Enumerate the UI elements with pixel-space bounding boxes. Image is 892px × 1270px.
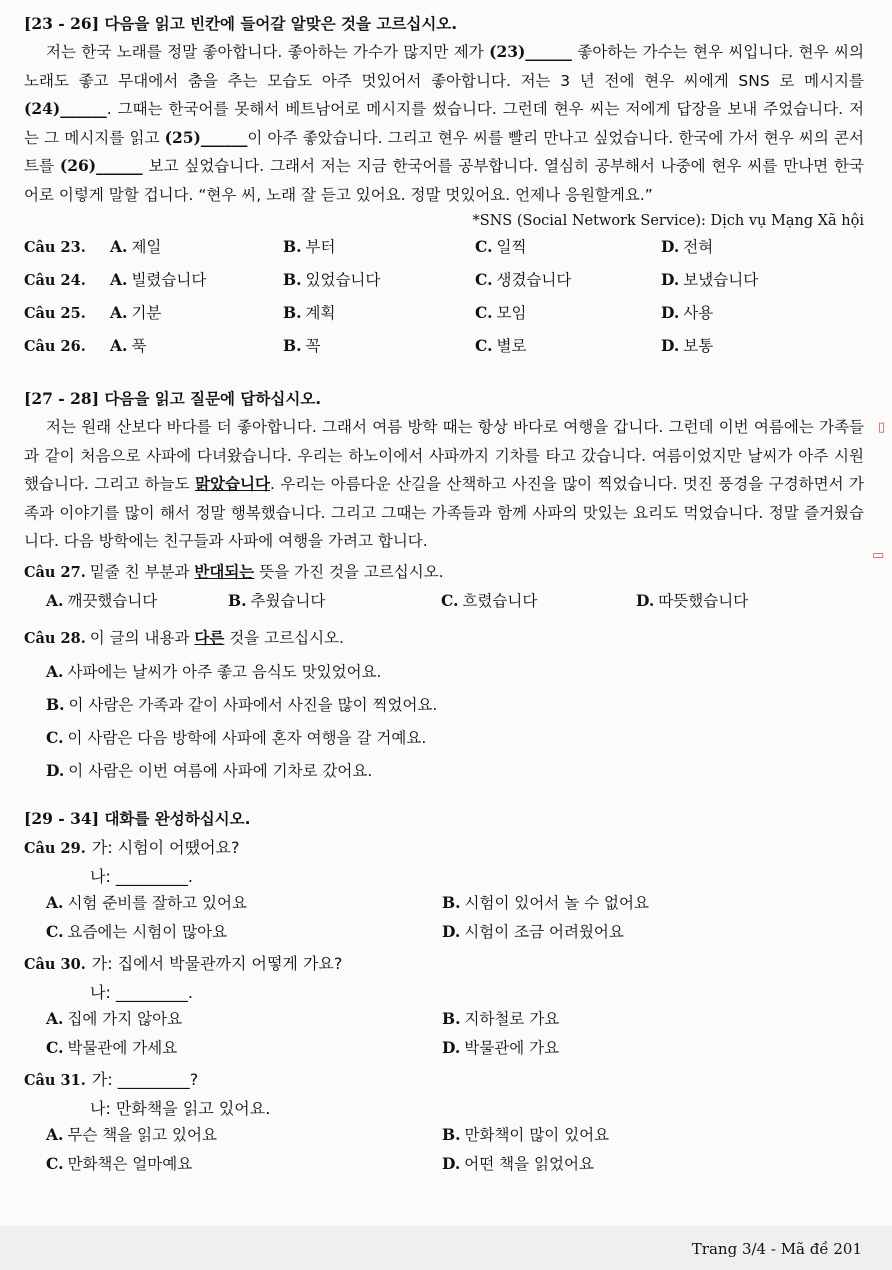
option-a[interactable]: A. 집에 가지 않아요: [46, 1008, 183, 1028]
option-b[interactable]: B. 추웠습니다: [228, 590, 326, 610]
passage-text: 저는 원래 산보다 바다를 더 좋아합니다. 그래서 여름 방학 때는 항상 바다로 여행을 갑니다. 그런데 이번 여름에는 가족들과 같이 처음으로 사파에 다녀왔습니다. 우리는 하노이에서 사파까지 기차를 타고 갔습니다. 여름이었지만 날씨가 아주 시원했습니다. 그리고 하늘도: [24, 418, 864, 493]
option-c[interactable]: C. 요즘에는 시험이 많아요: [46, 921, 228, 941]
blank-24: (24)______: [24, 99, 107, 118]
option-a[interactable]: A. 제일: [110, 237, 162, 256]
option-a[interactable]: A. 기분: [110, 303, 162, 322]
exam-page: [24, 12, 864, 1181]
option-d[interactable]: D. 어떤 책을 읽었어요: [442, 1153, 594, 1173]
passage-text: 좋아하는 가수는 현우 씨입니다. 현우 씨의 노래도 좋고 무대에서 춤을 추는 모습도 아주 멋있어서 좋아합니다. 저는 3 년 전에 현우 씨에게 SNS 로 메시지를: [24, 43, 864, 90]
option-b[interactable]: B. 계획: [283, 303, 336, 322]
question-31-line1: Câu 31. 가: _________?: [24, 1069, 199, 1089]
question-27-stem: Câu 27. 밑줄 친 부분과 반대되는 뜻을 가진 것을 고르십시오.: [24, 562, 444, 581]
option-c[interactable]: C. 일찍: [475, 237, 527, 256]
section-23-26-heading: [24, 12, 864, 34]
option-a[interactable]: A. 시험 준비를 잘하고 있어요: [46, 892, 247, 912]
question-28-stem: Câu 28. 이 글의 내용과 다른 것을 고르십시오.: [24, 628, 344, 647]
blank-26: (26)______: [59, 156, 143, 175]
option-c[interactable]: C. 모임: [475, 303, 527, 322]
passage-text: 보고 싶었습니다. 그래서 저는 지금 한국어를 공부합니다. 열심히 공부해서 나중에 현우 씨를 만나면 한국어로 이렇게 말할 겁니다. “현우 씨, 노래 잘 듣고 있어요. 정말 멋있어요. 언제나 응원할게요.”: [24, 157, 865, 204]
option-a[interactable]: A. 빌렸습니다: [110, 270, 207, 289]
option-d[interactable]: D. 보통: [661, 336, 714, 355]
question-29-options-row2: [24, 920, 864, 949]
question-label: Câu 25.: [24, 305, 86, 322]
section-instruction: 대화를 완성하십시오.: [104, 809, 251, 828]
page-number: Trang 3/4 - Mã đề 201: [691, 1240, 862, 1258]
margin-annotation-mark: ▯: [878, 420, 886, 435]
option-a[interactable]: A. 깨끗했습니다: [46, 590, 158, 610]
option-b[interactable]: B. 이 사람은 가족과 같이 사파에서 사진을 많이 찍었어요.: [46, 694, 438, 714]
question-30-line1: Câu 30. 가: 집에서 박물관까지 어떻게 가요?: [24, 953, 343, 973]
question-31-line2: 나: 만화책을 읽고 있어요.: [90, 1098, 271, 1118]
section-tag: [23 - 26]: [24, 14, 100, 33]
option-c[interactable]: C. 흐렸습니다: [441, 590, 538, 610]
question-29-options-row1: [24, 891, 864, 920]
question-31-options-row2: [24, 1152, 864, 1181]
margin-annotation-mark: ▭: [872, 548, 885, 563]
footnote: *SNS (Social Network Service): Dịch vụ Mạng Xã hội: [472, 213, 864, 229]
passage-text: . 그때는 한국어를 못해서 베트남어로 메시지를 썼습니다. 그런데 현우 씨는 저에게 답장을 보내 주었습니다. 저는 그 메시지를 읽고: [24, 100, 864, 147]
question-label: Câu 26.: [24, 338, 86, 355]
option-b[interactable]: B. 부터: [283, 237, 336, 256]
underlined-word: 맑았습니다: [195, 475, 270, 493]
question-label: Câu 24.: [24, 272, 86, 289]
page-footer: [0, 1226, 892, 1270]
option-d[interactable]: D. 전혀: [661, 237, 714, 256]
option-b[interactable]: B. 꼭: [283, 336, 321, 355]
option-d[interactable]: D. 이 사람은 이번 여름에 사파에 기차로 갔어요.: [46, 760, 373, 780]
option-c[interactable]: C. 만화책은 얼마예요: [46, 1153, 193, 1173]
option-c[interactable]: C. 별로: [475, 336, 527, 355]
option-a[interactable]: A. 무슨 책을 읽고 있어요: [46, 1124, 217, 1144]
option-b[interactable]: B. 만화책이 많이 있어요: [442, 1124, 610, 1144]
option-c[interactable]: C. 이 사람은 다음 방학에 사파에 혼자 여행을 갈 거예요.: [46, 727, 427, 747]
question-29-line2: 나: _________.: [90, 866, 194, 886]
reading-passage-2: [24, 413, 864, 556]
option-b[interactable]: B. 시험이 있어서 놀 수 없어요: [442, 892, 649, 912]
question-23: [24, 235, 864, 268]
question-31-options-row1: [24, 1123, 864, 1152]
option-d[interactable]: D. 보냈습니다: [661, 270, 759, 289]
question-label: Câu 23.: [24, 239, 86, 256]
option-c[interactable]: C. 박물관에 가세요: [46, 1037, 178, 1057]
section-tag: [27 - 28]: [24, 389, 100, 408]
section-tag: [29 - 34]: [24, 808, 100, 828]
option-a[interactable]: A. 사파에는 날씨가 아주 좋고 음식도 맛있었어요.: [46, 661, 382, 681]
passage-text: 이 아주 좋았습니다. 그리고 현우 씨를 빨리 만나고 싶었습니다. 한국에 가서 현우 씨의 콘서트를: [24, 128, 864, 175]
question-24: [24, 268, 864, 301]
option-b[interactable]: B. 있었습니다: [283, 270, 381, 289]
passage-text: . 우리는 아름다운 산길을 산책하고 사진을 많이 찍었습니다. 멋진 풍경을 구경하면서 가족과 이야기를 많이 해서 정말 행복했습니다. 그리고 그때는 가족들과 함께 사파의 맛있는 요리도 먹었습니다. 정말 즐거웠습니다. 다음 방학에는 친구들과 사파에 여행을 가려고 합니다.: [24, 475, 864, 550]
option-a[interactable]: A. 푹: [110, 336, 147, 355]
question-30-options-row1: [24, 1007, 864, 1036]
question-30-options-row2: [24, 1036, 864, 1065]
question-29-line1: Câu 29. 가: 시험이 어땠어요?: [24, 837, 240, 857]
blank-25: (25)______: [164, 127, 248, 147]
question-26: [24, 334, 864, 367]
option-d[interactable]: D. 사용: [661, 303, 714, 322]
section-instruction: 다음을 읽고 빈칸에 들어갈 알맞은 것을 고르십시오.: [104, 15, 458, 33]
option-c[interactable]: C. 생겼습니다: [475, 270, 572, 289]
option-d[interactable]: D. 따뜻했습니다: [636, 590, 749, 610]
section-instruction: 다음을 읽고 질문에 답하십시오.: [104, 390, 322, 408]
question-25: [24, 301, 864, 334]
question-30-line2: 나: _________.: [90, 982, 194, 1002]
section-27-28-heading: [24, 387, 864, 409]
section-29-34-heading: [24, 807, 864, 829]
reading-passage-1: [24, 38, 864, 209]
option-d[interactable]: D. 박물관에 가요: [442, 1037, 560, 1057]
option-d[interactable]: D. 시험이 조금 어려웠어요: [442, 921, 624, 941]
blank-23: (23)______: [489, 42, 572, 61]
passage-text: 저는 한국 노래를 정말 좋아합니다. 좋아하는 가수가 많지만 제가: [46, 43, 490, 61]
question-27-options: [24, 589, 864, 622]
option-b[interactable]: B. 지하철로 가요: [442, 1008, 560, 1028]
